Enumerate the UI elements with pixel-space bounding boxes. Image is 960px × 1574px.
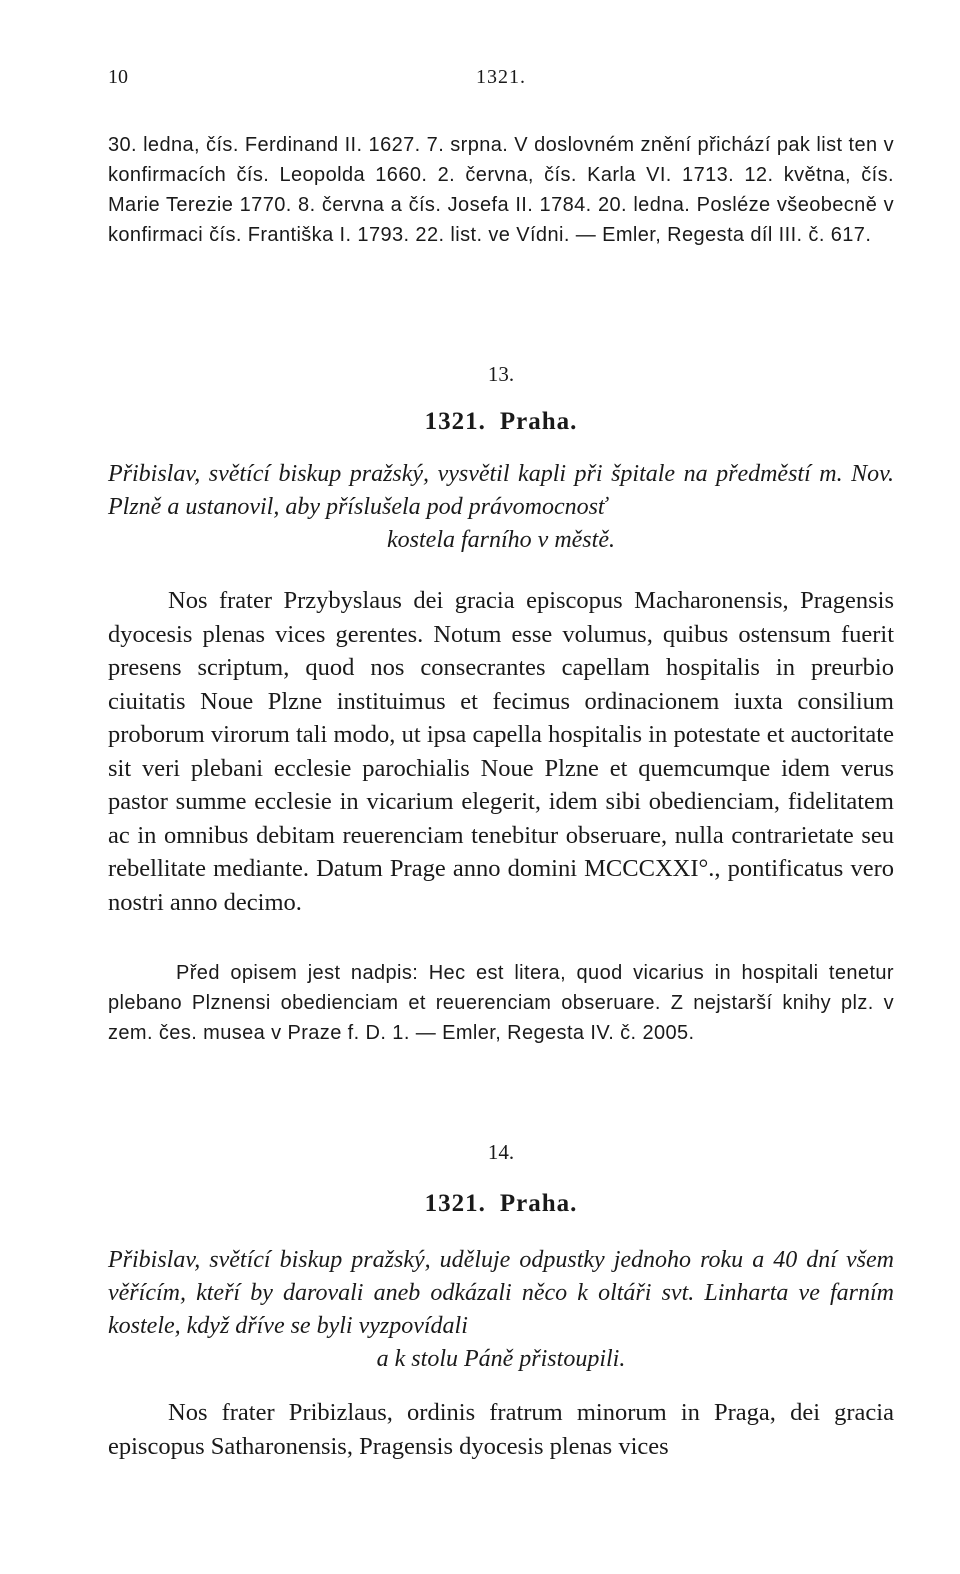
document-year: 1321. <box>424 1190 486 1217</box>
latin-charter-text: Nos frater Przybyslaus dei gracia episcopus Macharonensis, Pragensis dyocesis plenas vices gerentes. Notum esse volumus, quibus ostensum fuerit presens scriptum, quod nos consecrantes capellam hospitalis in preurbio ciuitatis Noue Plzne instituimus et fecimus ordinacionem iuxta consilium proborum virorum tali modo, ut ipsa capella hospitalis in potestate et auctoritate sit veri plebani ecclesie parochialis Noue Plzne et quemcumque idem verus pastor summe ecclesie in vicarium elegerit, idem sibi obedienciam, fidelitatem ac in omnibus debitam reuerenciam tenebitur obseruare, nulla contrarietate seu rebellitate mediante. Datum Prage anno domini MCCCXXI°., pontificatus vero nostri anno decimo. <box>108 587 894 916</box>
document-heading <box>108 1190 894 1218</box>
document-heading <box>108 408 894 436</box>
regest-text: Přibislav, světící biskup pražský, vysvětil kapli při špitale na předměstí m. Nov. Plzně a ustanovil, aby příslušela pod právomocnosť <box>108 461 894 520</box>
document-number: 14. <box>487 1140 515 1164</box>
document-place: Praha. <box>499 1190 578 1217</box>
running-head <box>108 66 894 96</box>
document-year: 1321. <box>424 408 486 435</box>
latin-charter-text: Nos frater Pribizlaus, ordinis fratrum minorum in Praga, dei gracia episcopus Satharonensis, Pragensis dyocesis plenas vices <box>108 1399 894 1460</box>
document-regest <box>108 1244 894 1376</box>
document-regest <box>108 458 894 557</box>
previous-document-note: 30. ledna, čís. Ferdinand II. 1627. 7. srpna. V doslovném znění přichází pak list ten v konfirmacích čís. Leopolda 1660. 2. června, čís. Karla VI. 1713. 12. května, čís. Marie Terezie 1770. 8. června a čís. Josefa II. 1784. 20. ledna. Posléze všeobecně v konfirmaci čís. Františka I. 1793. 22. list. ve Vídni. — Emler, Regesta díl III. č. 617. <box>108 134 894 246</box>
regest-last-line: kostela farního v městě. <box>387 527 615 553</box>
regest-last-line: a k stolu Páně přistoupili. <box>376 1346 626 1372</box>
source-note: Před opisem jest nadpis: Hec est litera, quod vicarius in hospitali tenetur plebano Plznensi obedienciam et reuerenciam obseruare. Z nejstarší knihy plz. v zem. čes. musea v Praze f. D. 1. — Emler, Regesta IV. č. 2005. <box>108 962 894 1044</box>
regest-text: Přibislav, světící biskup pražský, uděluje odpustky jednoho roku a 40 dní všem věřícím, kteří by darovali aneb odkázali něco k oltáři svt. Linharta ve farním kostele, když dříve se byli vyzpovídali <box>108 1247 894 1339</box>
document-page <box>108 0 894 1574</box>
running-year: 1321. <box>476 66 526 88</box>
document-number: 13. <box>487 362 515 386</box>
document-place: Praha. <box>499 408 578 435</box>
page-number: 10 <box>108 66 128 88</box>
